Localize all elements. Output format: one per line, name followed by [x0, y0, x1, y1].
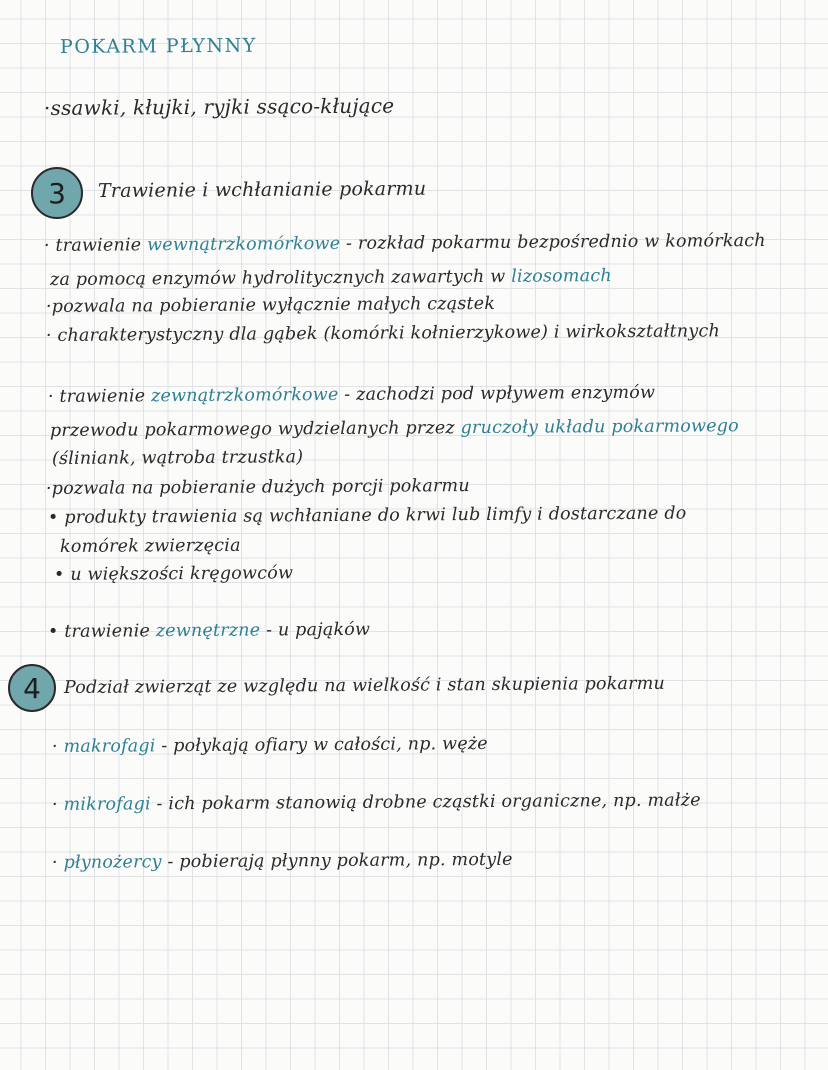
- note-text: • trawienie: [47, 621, 151, 642]
- highlight-term: wewnątrzkomórkowe: [147, 233, 341, 256]
- note-line: ·ssawki, kłujki, ryjki ssąco-kłujące: [43, 93, 395, 120]
- section-heading: Trawienie i wchłanianie pokarmu: [97, 177, 427, 202]
- highlight-term: zewnętrzne: [155, 620, 261, 642]
- highlight-term: lizosomach: [511, 266, 612, 287]
- note-line: [44, 231, 766, 256]
- page-title: POKARM PŁYNNY: [59, 34, 257, 58]
- section-number-badge: 3: [31, 167, 83, 219]
- note-text: - zachodzi pod wpływem enzymów: [344, 382, 656, 405]
- note-line: [52, 734, 488, 757]
- note-text: - ich pokarm stanowią drobne cząstki organiczne, np. małże: [156, 790, 701, 815]
- note-line: [48, 383, 655, 407]
- note-text: ·: [51, 736, 58, 757]
- note-text: ·: [51, 794, 58, 815]
- note-text: - pobierają płynny pokarm, np. motyle: [167, 849, 513, 873]
- note-line: [50, 266, 612, 290]
- note-text: · trawienie: [43, 235, 142, 256]
- note-line: komórek zwierzęcia: [59, 535, 241, 557]
- section-heading: Podział zwierząt ze względu na wielkość i stan skupienia pokarmu: [63, 673, 666, 698]
- note-text: · trawienie: [47, 386, 146, 407]
- note-line: [52, 850, 513, 873]
- highlight-term: mikrofagi: [63, 794, 151, 815]
- section-number-badge: 4: [8, 664, 56, 712]
- note-text: - połykają ofiary w całości, np. węże: [161, 733, 488, 757]
- highlight-term: gruczoły układu pokarmowego: [460, 416, 739, 439]
- highlight-term: płynożercy: [63, 852, 162, 873]
- note-line: [48, 620, 370, 642]
- note-text: przewodu pokarmowego wydzielanych przez: [49, 418, 455, 441]
- note-line: (śliniank, wątroba trzustka): [51, 447, 304, 469]
- highlight-term: makrofagi: [63, 736, 156, 757]
- note-line: · charakterystyczny dla gąbek (komórki kołnierzykowe) i wirkokształtnych: [45, 321, 720, 346]
- note-line: ·pozwala na pobieranie dużych porcji pokarmu: [45, 476, 470, 499]
- note-line: • u większości kręgowców: [53, 563, 294, 585]
- note-line: [52, 790, 701, 815]
- note-text: ·: [51, 852, 58, 873]
- note-line: • produkty trawienia są wchłaniane do krwi lub limfy i dostarczane do: [47, 503, 687, 528]
- note-text: - u pająków: [265, 619, 371, 641]
- note-text: - rozkład pokarmu bezpośrednio w komórkach: [345, 230, 766, 254]
- highlight-term: zewnątrzkomórkowe: [151, 384, 339, 407]
- note-line: ·pozwala na pobieranie wyłącznie małych cząstek: [45, 293, 496, 317]
- note-text: za pomocą enzymów hydrolitycznych zawartych w: [49, 266, 506, 290]
- note-line: [50, 416, 739, 441]
